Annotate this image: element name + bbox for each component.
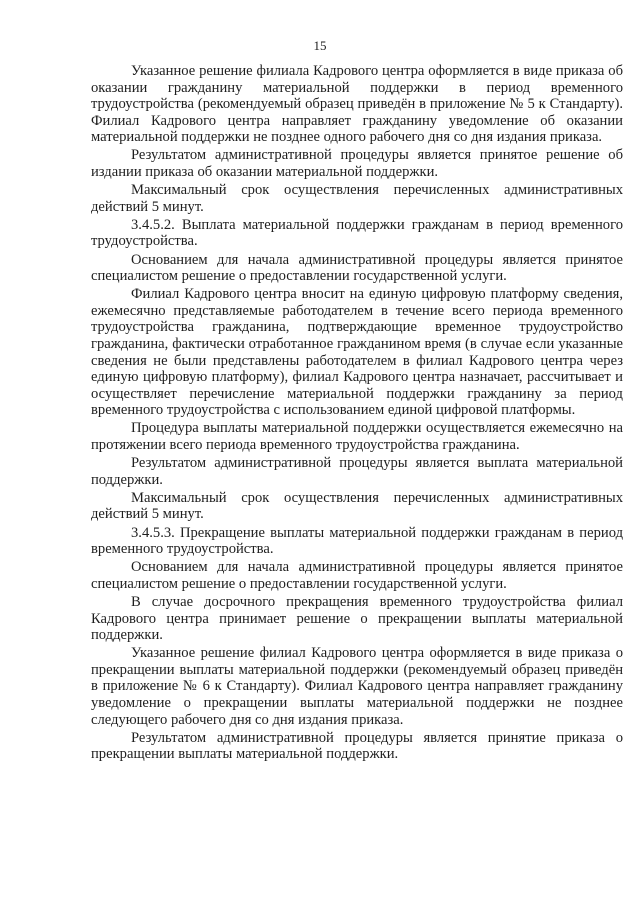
paragraph-result-payment: Результатом административной процедуры является выплата материальной поддержки. [91,455,623,488]
paragraph-result-termination: Результатом административной процедуры является принятие приказа о прекращении выплаты материальной поддержки. [91,729,623,763]
paragraph-basis: Основанием для начала административной процедуры является принятое специалистом решение о предоставлении государственной услуги. [91,559,623,592]
paragraph-result-order: Результатом административной процедуры является принятое решение об издании приказа об оказании материальной поддержки. [91,147,623,181]
paragraph-payment-procedure: Процедура выплаты материальной поддержки осуществляется ежемесячно на протяжении всего периода временного трудоустройства гражданина. [91,420,623,454]
paragraph-platform-data: Филиал Кадрового центра вносит на единую цифровую платформу сведения, ежемесячно представляемые работодателем в течение всего периода временного трудоустройства гражданина, подтверждающие временное трудоустройство гражданина, фактически отработанное гражданином время (в случае если указанные сведения не были представлены работодателем в филиал Кадрового центра через единую цифровую платформу), филиал Кадрового центра назначает, рассчитывает и осуществляет перечисление материальной поддержки гражданину за период временного трудоустройства с использованием единой цифровой платформы. [91,286,623,419]
paragraph-termination-order: Указанное решение филиал Кадрового центра оформляется в виде приказа о прекращении выплаты материальной поддержки (рекомендуемый образец приведён в приложение № 6 к Стандарту). Филиал Кадрового центра направляет гражданину уведомление о прекращении выплаты материальной поддержки не позднее следующего рабочего дня со дня издания приказа. [91,645,623,728]
paragraph-max-time: Максимальный срок осуществления перечисленных административных действий 5 минут. [91,182,623,215]
section-heading-3-4-5-3: 3.4.5.3. Прекращение выплаты материальной поддержки гражданам в период временного трудоустройства. [91,524,623,558]
page-number: 15 [313,38,327,53]
paragraph-max-time: Максимальный срок осуществления перечисленных административных действий 5 минут. [91,489,623,523]
paragraph-early-termination: В случае досрочного прекращения временного трудоустройства филиал Кадрового центра принимает решение о прекращении выплаты материальной поддержки. [91,593,623,644]
section-heading-3-4-5-2: 3.4.5.2. Выплата материальной поддержки гражданам в период временного трудоустройства. [91,216,623,250]
paragraph-decision-order: Указанное решение филиала Кадрового центра оформляется в виде приказа об оказании гражданину материальной поддержки в период временного трудоустройства (рекомендуемый образец приведён в приложение № 5 к Стандарту). Филиал Кадрового центра направляет гражданину уведомление об оказании материальной поддержки не позднее одного рабочего дня со дня издания приказа. [91,63,623,146]
paragraph-basis: Основанием для начала административной процедуры является принятое специалистом решение о предоставлении государственной услуги. [91,251,623,285]
document-body [91,63,623,763]
